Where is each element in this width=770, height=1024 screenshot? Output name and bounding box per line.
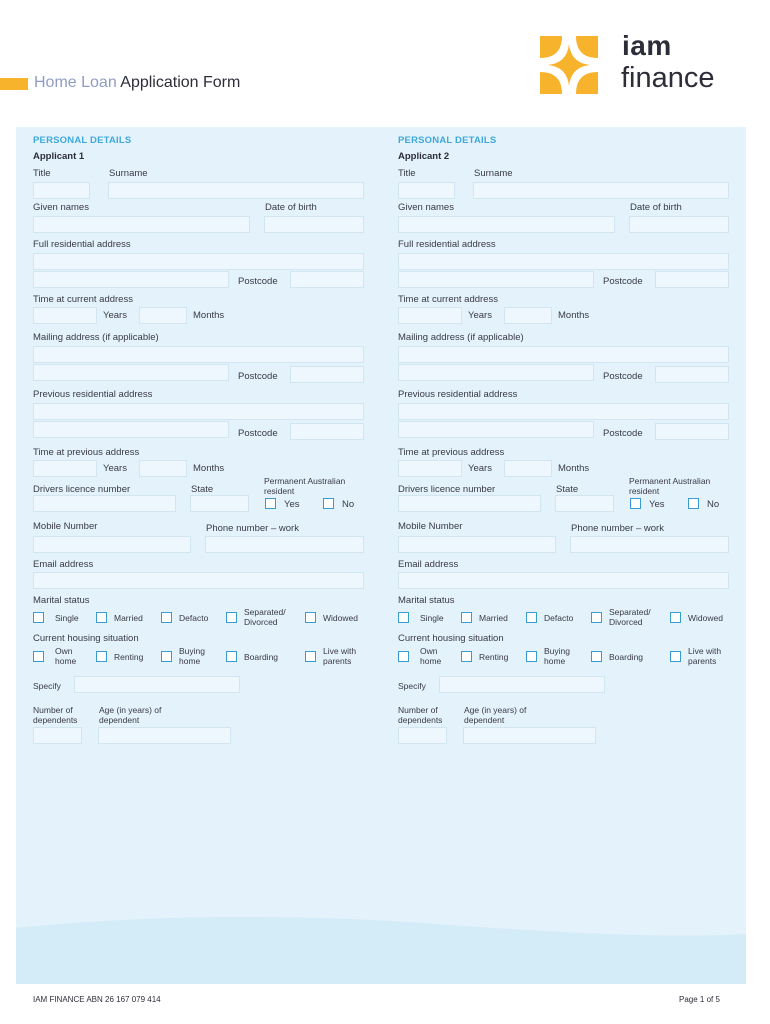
previous-line2-input[interactable] xyxy=(33,421,229,438)
state-input[interactable] xyxy=(555,495,614,512)
mailing-address-label: Mailing address (if applicable) xyxy=(33,332,159,343)
address-line2-input[interactable] xyxy=(398,271,594,288)
section-heading: PERSONAL DETAILS xyxy=(398,135,497,146)
previous-postcode-label: Postcode xyxy=(603,428,643,439)
marital-separated-label: Separated/ Divorced xyxy=(244,607,286,627)
previous-months-label: Months xyxy=(558,463,590,474)
marital-single-checkbox[interactable] xyxy=(33,612,44,623)
previous-months-input[interactable] xyxy=(504,460,552,477)
dob-label: Date of birth xyxy=(630,202,682,213)
mailing-address-label: Mailing address (if applicable) xyxy=(398,332,524,343)
specify-label: Specify xyxy=(33,681,61,691)
marital-widowed-label: Widowed xyxy=(323,613,358,623)
mailing-postcode-input[interactable] xyxy=(655,366,729,383)
marital-married-checkbox[interactable] xyxy=(96,612,107,623)
housing-renting-checkbox[interactable] xyxy=(96,651,107,662)
postcode-input[interactable] xyxy=(655,271,729,288)
marital-status-label: Marital status xyxy=(33,595,90,606)
housing-boarding-checkbox[interactable] xyxy=(226,651,237,662)
mobile-input[interactable] xyxy=(33,536,191,553)
marital-status-label: Marital status xyxy=(398,595,455,606)
logo-text-iam: iam xyxy=(622,30,672,61)
state-label: State xyxy=(191,484,214,495)
full-address-label: Full residential address xyxy=(398,239,496,250)
years-label: Years xyxy=(468,310,492,321)
marital-single-checkbox[interactable] xyxy=(398,612,409,623)
given-names-label: Given names xyxy=(33,202,89,213)
time-current-address-label: Time at current address xyxy=(33,294,133,305)
housing-parents-label: Live with parents xyxy=(323,646,357,666)
housing-parents-checkbox[interactable] xyxy=(305,651,316,662)
address-line1-input[interactable] xyxy=(398,253,729,270)
state-input[interactable] xyxy=(190,495,249,512)
housing-own-label: Own home xyxy=(420,646,442,666)
housing-label: Current housing situation xyxy=(398,633,504,644)
previous-months-label: Months xyxy=(193,463,225,474)
housing-label: Current housing situation xyxy=(33,633,139,644)
footer-page-number: Page 1 of 5 xyxy=(679,995,720,1004)
dependents-age-input[interactable] xyxy=(98,727,231,744)
email-input[interactable] xyxy=(398,572,729,589)
phone-work-label: Phone number – work xyxy=(206,523,299,534)
panel-wave-decoration xyxy=(16,910,746,984)
mobile-label: Mobile Number xyxy=(398,521,463,532)
surname-label: Surname xyxy=(474,168,513,179)
mailing-postcode-label: Postcode xyxy=(603,371,643,382)
time-previous-address-label: Time at previous address xyxy=(33,447,140,458)
specify-input[interactable] xyxy=(439,676,605,693)
housing-boarding-label: Boarding xyxy=(609,652,644,662)
surname-input[interactable] xyxy=(473,182,729,199)
marital-separated-checkbox[interactable] xyxy=(591,612,602,623)
dependents-count-label: Number of dependents xyxy=(33,705,78,725)
mobile-input[interactable] xyxy=(398,536,556,553)
marital-widowed-checkbox[interactable] xyxy=(305,612,316,623)
given-names-input[interactable] xyxy=(398,216,615,233)
given-names-input[interactable] xyxy=(33,216,250,233)
logo-text-finance: finance xyxy=(621,62,715,94)
housing-own-checkbox[interactable] xyxy=(398,651,409,662)
given-names-label: Given names xyxy=(398,202,454,213)
resident-no-checkbox[interactable] xyxy=(323,498,334,509)
marital-single-label: Single xyxy=(420,613,444,623)
surname-label: Surname xyxy=(109,168,148,179)
previous-line1-input[interactable] xyxy=(33,403,364,420)
previous-line2-input[interactable] xyxy=(398,421,594,438)
applicant-heading: Applicant 1 xyxy=(33,151,85,162)
postcode-label: Postcode xyxy=(238,276,278,287)
specify-label: Specify xyxy=(398,681,426,691)
title-label: Title xyxy=(33,168,51,179)
phone-work-label: Phone number – work xyxy=(571,523,664,534)
marital-single-label: Single xyxy=(55,613,79,623)
address-line2-input[interactable] xyxy=(33,271,229,288)
resident-yes-label: Yes xyxy=(284,499,300,510)
dependents-age-label: Age (in years) of dependent xyxy=(99,705,162,725)
phone-work-input[interactable] xyxy=(570,536,729,553)
header-accent-bar xyxy=(0,78,28,90)
marital-separated-checkbox[interactable] xyxy=(226,612,237,623)
time-previous-address-label: Time at previous address xyxy=(398,447,505,458)
postcode-label: Postcode xyxy=(603,276,643,287)
time-current-address-label: Time at current address xyxy=(398,294,498,305)
marital-defacto-label: Defacto xyxy=(179,613,209,623)
previous-postcode-label: Postcode xyxy=(238,428,278,439)
title-input[interactable] xyxy=(33,182,90,199)
licence-input[interactable] xyxy=(398,495,541,512)
applicant-heading: Applicant 2 xyxy=(398,151,450,162)
current-months-input[interactable] xyxy=(504,307,552,324)
dob-label: Date of birth xyxy=(265,202,317,213)
licence-label: Drivers licence number xyxy=(33,484,131,495)
email-input[interactable] xyxy=(33,572,364,589)
dependents-count-input[interactable] xyxy=(33,727,82,744)
title-input[interactable] xyxy=(398,182,455,199)
mailing-line1-input[interactable] xyxy=(33,346,364,363)
resident-no-checkbox[interactable] xyxy=(688,498,699,509)
previous-years-label: Years xyxy=(468,463,492,474)
permanent-resident-label: Permanent Australian resident xyxy=(264,476,346,496)
housing-boarding-checkbox[interactable] xyxy=(591,651,602,662)
housing-parents-checkbox[interactable] xyxy=(670,651,681,662)
title-highlight: Home Loan xyxy=(34,74,117,91)
phone-work-input[interactable] xyxy=(205,536,364,553)
marital-defacto-checkbox[interactable] xyxy=(526,612,537,623)
iam-finance-logo-icon xyxy=(540,36,598,94)
dependents-age-input[interactable] xyxy=(463,727,596,744)
specify-input[interactable] xyxy=(74,676,240,693)
previous-address-label: Previous residential address xyxy=(398,389,518,400)
previous-address-label: Previous residential address xyxy=(33,389,153,400)
housing-parents-label: Live with parents xyxy=(688,646,722,666)
marital-married-checkbox[interactable] xyxy=(461,612,472,623)
marital-defacto-label: Defacto xyxy=(544,613,574,623)
resident-no-label: No xyxy=(342,499,355,510)
previous-line1-input[interactable] xyxy=(398,403,729,420)
mailing-line2-input[interactable] xyxy=(398,364,594,381)
resident-yes-label: Yes xyxy=(649,499,665,510)
dependents-age-label: Age (in years) of dependent xyxy=(464,705,527,725)
state-label: State xyxy=(556,484,579,495)
marital-widowed-label: Widowed xyxy=(688,613,723,623)
title-rest: Application Form xyxy=(120,74,241,91)
current-years-input[interactable] xyxy=(33,307,97,324)
licence-input[interactable] xyxy=(33,495,176,512)
footer-abn: IAM FINANCE ABN 26 167 079 414 xyxy=(33,995,161,1004)
previous-years-label: Years xyxy=(103,463,127,474)
marital-widowed-checkbox[interactable] xyxy=(670,612,681,623)
licence-label: Drivers licence number xyxy=(398,484,496,495)
previous-years-input[interactable] xyxy=(33,460,97,477)
dependents-count-label: Number of dependents xyxy=(398,705,443,725)
mailing-postcode-label: Postcode xyxy=(238,371,278,382)
months-label: Months xyxy=(558,310,590,321)
current-months-input[interactable] xyxy=(139,307,187,324)
postcode-input[interactable] xyxy=(290,271,364,288)
years-label: Years xyxy=(103,310,127,321)
previous-postcode-input[interactable] xyxy=(290,423,364,440)
marital-separated-label: Separated/ Divorced xyxy=(609,607,651,627)
previous-years-input[interactable] xyxy=(398,460,462,477)
marital-married-label: Married xyxy=(479,613,508,623)
email-label: Email address xyxy=(33,559,94,570)
surname-input[interactable] xyxy=(108,182,364,199)
mailing-line2-input[interactable] xyxy=(33,364,229,381)
permanent-resident-label: Permanent Australian resident xyxy=(629,476,711,496)
previous-postcode-input[interactable] xyxy=(655,423,729,440)
current-years-input[interactable] xyxy=(398,307,462,324)
email-label: Email address xyxy=(398,559,459,570)
title-label: Title xyxy=(398,168,416,179)
housing-renting-label: Renting xyxy=(114,652,144,662)
dob-input[interactable] xyxy=(629,216,729,233)
address-line1-input[interactable] xyxy=(33,253,364,270)
resident-yes-checkbox[interactable] xyxy=(630,498,641,509)
housing-buying-checkbox[interactable] xyxy=(161,651,172,662)
resident-no-label: No xyxy=(707,499,720,510)
resident-yes-checkbox[interactable] xyxy=(265,498,276,509)
housing-boarding-label: Boarding xyxy=(244,652,279,662)
mailing-postcode-input[interactable] xyxy=(290,366,364,383)
marital-married-label: Married xyxy=(114,613,143,623)
housing-buying-checkbox[interactable] xyxy=(526,651,537,662)
housing-renting-checkbox[interactable] xyxy=(461,651,472,662)
previous-months-input[interactable] xyxy=(139,460,187,477)
housing-own-label: Own home xyxy=(55,646,77,666)
housing-buying-label: Buying home xyxy=(179,646,205,666)
marital-defacto-checkbox[interactable] xyxy=(161,612,172,623)
page-title xyxy=(34,74,240,92)
months-label: Months xyxy=(193,310,225,321)
housing-buying-label: Buying home xyxy=(544,646,570,666)
mobile-label: Mobile Number xyxy=(33,521,98,532)
dependents-count-input[interactable] xyxy=(398,727,447,744)
full-address-label: Full residential address xyxy=(33,239,131,250)
mailing-line1-input[interactable] xyxy=(398,346,729,363)
dob-input[interactable] xyxy=(264,216,364,233)
section-heading: PERSONAL DETAILS xyxy=(33,135,132,146)
housing-renting-label: Renting xyxy=(479,652,509,662)
housing-own-checkbox[interactable] xyxy=(33,651,44,662)
